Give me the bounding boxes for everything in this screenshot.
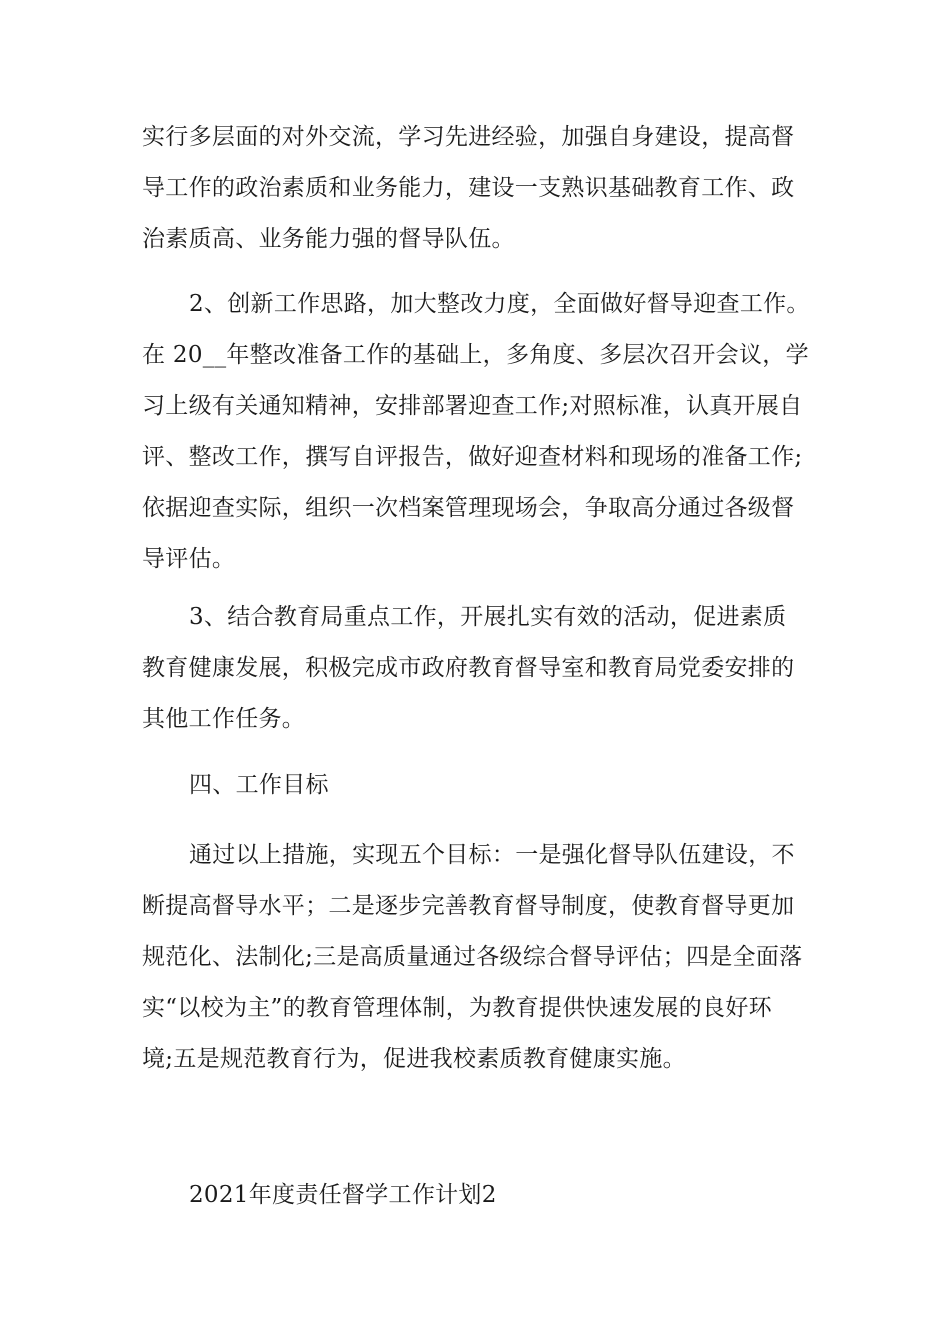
text-line: 实“以校为主”的教育管理体制，为教育提供快速发展的良好环 <box>142 995 772 1021</box>
text-line: 评、整改工作，撰写自评报告，做好迎查材料和现场的准备工作; <box>142 444 803 470</box>
document-title-2 <box>142 1170 812 1221</box>
text-line: 依据迎查实际，组织一次档案管理现场会，争取高分通过各级督 <box>142 495 795 521</box>
text-line: 2、创新工作思路，加大整改力度，全面做好督导迎查工作。 <box>189 291 810 317</box>
text-line: 习上级有关通知精神，安排部署迎查工作;对照标准，认真开展自 <box>142 393 803 419</box>
text-line: 境;五是规范教育行为，促进我校素质教育健康实施。 <box>142 1046 686 1072</box>
text-line: 断提高督导水平；二是逐步完善教育督导制度，使教育督导更加 <box>142 893 795 919</box>
text-line: 导评估。 <box>142 546 236 572</box>
text-line: 导工作的政治素质和业务能力，建设一支熟识基础教育工作、政 <box>142 175 795 201</box>
text-line: 通过以上措施，实现五个目标：一是强化督导队伍建设，不 <box>189 842 795 868</box>
paragraph-team-building <box>142 112 812 265</box>
text-line: 规范化、法制化;三是高质量通过各级综合督导评估；四是全面落 <box>142 944 803 970</box>
paragraph-goals <box>142 830 812 1085</box>
text-line: 在 20__年整改准备工作的基础上，多角度、多层次召开会议，学 <box>142 342 809 368</box>
text-line: 治素质高、业务能力强的督导队伍。 <box>142 226 515 252</box>
paragraph-item-2 <box>142 279 812 585</box>
document-title: 2021年度责任督学工作计划2 <box>189 1182 497 1208</box>
text-line: 教育健康发展，积极完成市政府教育督导室和教育局党委安排的 <box>142 655 795 681</box>
paragraph-item-3 <box>142 592 812 745</box>
section-heading: 四、工作目标 <box>189 772 329 798</box>
section-heading-work-goals <box>142 760 812 811</box>
text-line: 实行多层面的对外交流，学习先进经验，加强自身建设，提高督 <box>142 124 795 150</box>
text-line: 3、结合教育局重点工作，开展扎实有效的活动，促进素质 <box>189 604 787 630</box>
text-line: 其他工作任务。 <box>142 706 306 732</box>
